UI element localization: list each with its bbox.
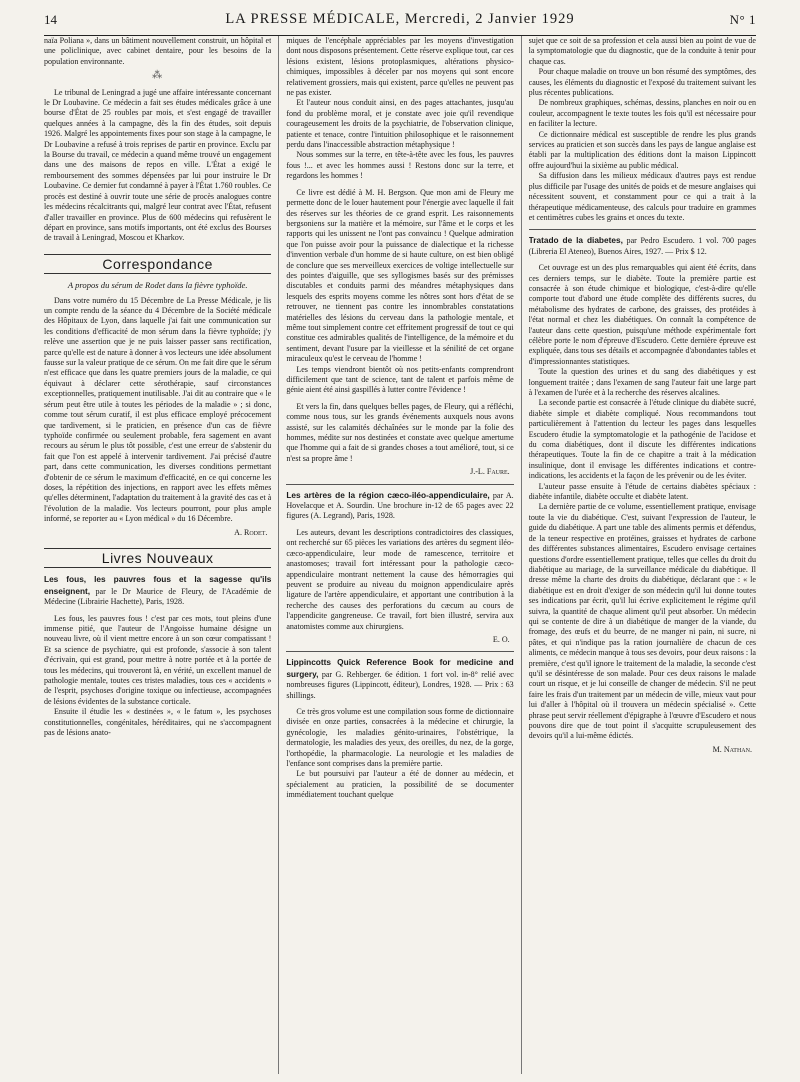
column-rule (278, 36, 279, 1074)
paragraph: Nous sommes sur la terre, en tête-à-tête avec les fous, les pauvres fous !... et avec les hommes aussi ! Restons donc sur la terre, et regardons les hommes ! (286, 150, 514, 181)
column-3 (529, 36, 756, 1074)
journal-title: LA PRESSE MÉDICALE, Mercredi, 2 Janvier 1929 (225, 11, 575, 27)
paragraph: L'auteur passe ensuite à l'étude de certains diabètes spéciaux : diabète infantile, diabète occulte et diabète latent. (528, 481, 756, 502)
paragraph: Toute la question des urines et du sang des diabétiques y est longuement traitée ; dans l'examen de sang l'auteur fait une large part à l'examen de l'urée et à la recherche des réserves alcalines. (528, 367, 756, 397)
paragraph: Les fous, les pauvres fous ! c'est par ces mots, tout pleins d'une immense pitié, que l'auteur de l'Angoisse humaine désigne un nouveau livre, où il vient mettre encore à un son cœur compatissant ! Et sa science de psychiatre, qui est profonde, s'associe à son talent d'écrivain, qui est grand, pour mettre à notre portée et à la portée de tous les médecins, qui trouveront là, en vérité, un excellent manuel de pathologie mentale, toutes ces tristes maladies, tous ces « accidents » de l'esprit, psychoses d'origine toxique ou infectieuse, accompagnées de lésions évidentes de la substance corticale. (44, 613, 272, 706)
paragraph: La seconde partie est consacrée à l'étude clinique du diabète sucré, diabète simple et diabète compliqué. Nous recommandons tout particulièrement à l'attention du lecteur les pages dans lesquelles Escudero étudie la symptomatologie et la pathogénie de l'acidose et du coma diabétiques, dont il discute les différentes indications thérapeutiques. Toute la fin de ce chapitre a trait à la médication insulinique, dont il envisage les différentes indications et contre-indications, les accidents et la façon de les prévenir ou de les éviter. (528, 398, 756, 481)
paragraph: Le but poursuivi par l'auteur a été de donner au médecin, et spécialement au praticien, la possibilité de se documenter immédiatement touchant quelque (286, 769, 514, 800)
book-entry (44, 574, 271, 607)
section-heading-correspondance: Correspondance (44, 254, 271, 274)
book-entry (286, 657, 513, 701)
book-info: par Pedro Escudero. 1 vol. 700 pages (Libreria El Ateneo), Buenos Aires, 1927. — Prix $ 12. (528, 236, 756, 256)
paragraph: Les temps viendront bientôt où nos petits-enfants comprendront difficilement que tant de science, tant de talent et parfois même de génie aient été ainsi gaspillés à lutter contre l'évidence ! (286, 364, 514, 395)
separator (529, 229, 756, 230)
book-title: Les fous, les pauvres fous et la sagesse qu'ils enseignent, (44, 574, 272, 596)
paragraph: Le tribunal de Leningrad a jugé une affaire intéressante concernant le Dr Loubavine. Ce médecin a fait ses études médicales grâce à une bourse d'État de 25 roubles par mois, et s'est engagé de travailler quelques années à la campagne, dès la fin des études, soit depuis 1926. Malgré les appointements fixes pour son stage à la campagne, le Dr Loubavine a refusé à trois reprises de partir en province. Exclu par la Bourse du travail, ce médecin a quand même trouvé un engagement dans une des maisons de repos en ville. L'État a exigé le remboursement des sommes dépensées par lui pour instruire le Dr Loubavine. Ce dernier fut condamné à payer à l'État 1.760 roubles. Ce procès est destiné à ouvrir toute une série de procès analogues contre les médecins récalcitrants qui, malgré leur contrat avec l'État, refusent d'aller travailler en province. Plus de 600 médecins qui refusèrent le départ en province, sans motifs importants, ont été exclus des Bourses de travail à Leningrad, Moscou et Kharkov. (44, 87, 272, 243)
paragraph: Ce livre est dédié à M. H. Bergson. Que mon ami de Fleury me permette donc de le louer hautement pour l'énergie avec laquelle il fait des réserves sur les théories de ce grand esprit. Les raisonnements bergsoniens sur la matière et la mémoire, sur l'âme et le corps et les rapports qui les unissent ne l'ont pas convaincu ! Quelque admiration que l'on puisse avoir pour la puissance de dialectique et la richesse d'invention verbale d'un homme de si haute culture, on est bien obligé de conclure que ses merveilleux exercices de voltige intellectuelle sur des pointes d'aiguille, que ses syllogismes basés sur des prémisses discutables et conduits parmi des méandres métaphysiques dans lesquels des esprits moyens comme les nôtres sont hors d'état de se retrouver, ne tiennent pas contre les innombrables constatations matérielles des lésions du cerveau dans la pathologie mentale, et même tout simplement contre cet effritement progressif de tout ce qui constitue ces admirables qualités de l'intelligence, de la mémoire et du sentiment, devant l'usure par la vieillesse et la sénilité de cet organe miraculeux qu'est le cerveau de l'homme ! (286, 187, 514, 364)
paragraph: Les auteurs, devant les descriptions contradictoires des classiques, ont recherché sur 65 pièces les variations des artères du segment iléo-cæco-appendiculaire, leur mode de ramescence, territoire et anastomoses; travail fort intéressant pour la pathologie cæco-appendiculaire montrant nettement la cause des hémorragies qui peuvent se produire au niveau du moignon appendiculaire après ligature de l'artère appendiculaire, et apportant une contribution à la recherche des causes des perforations du cæcum au cours de l'appendicite gangreneuse. Ce travail, fort bien illustré, servira aux anatomistes comme aux chirurgiens. (286, 527, 514, 631)
signature: E. O. (492, 634, 510, 644)
paragraph: sujet que ce soit de sa profession et cela aussi bien au point de vue de la symptomatologie que du diagnostic, que de la conduite à tenir pour chaque cas. (528, 36, 756, 66)
paragraph: miques de l'encéphale appréciables par les moyens d'investigation dont nous disposons présentement. Cette réserve explique tout, car ces lésions existent, lésions protoplasmiques, altérations physico-chimiques, impossibles à déceler par nos moyens qui sont encore relativement grossiers, mais qui existent, parce qu'elles ne peuvent pas ne pas exister. (286, 36, 514, 98)
paragraph: Pour chaque maladie on trouve un bon résumé des symptômes, des causes, les éléments du diagnostic et l'exposé du traitement suivant les plus récentes publications. (528, 67, 756, 98)
signature: J.-L. Faure. (470, 467, 510, 477)
book-info: par le Dr Maurice de Fleury, de l'Académie de Médecine (Librairie Hachette), Paris, 1928. (44, 586, 272, 607)
paragraph: De nombreux graphiques, schémas, dessins, planches en noir ou en couleur, accompagnent le texte toutes les fois qu'il est nécessaire pour en faciliter la lecture. (528, 98, 756, 129)
signature: A. Rodet. (234, 527, 268, 537)
section-stars: ⁂ (152, 70, 164, 82)
paragraph: Et l'auteur nous conduit ainsi, en des pages attachantes, jusqu'au fond du problème moral, et je constate avec joie qu'il revendique courageusement les droits de la psychiatrie, de l'observation clinique, patiente et tenace, contre l'intuition philosophique et le raisonnement perdu dans l'inaccessible abstraction métaphysique ! (286, 98, 514, 150)
book-entry (286, 490, 513, 522)
signature: M. Nathan. (712, 744, 752, 754)
column-rule (521, 36, 522, 1074)
paragraph: La dernière partie de ce volume, essentiellement pratique, envisage toute la vie du diabétique. C'est, suivant l'expression de l'auteur, le guide du diabétique. A part une table des aliments permis et défendus, de la teneur respective en protéines, graisses et hydrates de carbone des différentes substances alimentaires, Escudero envisage certaines questions d'ordre essentiellement pratique, telles que celles du droit du diabétique au mariage, de la surveillance médicale du diabétique. Il dresse même la charte des droits du diabétique, déclarant que : « le diabétique est en droit d'exiger de son médecin qu'il lui donne toutes ses indications par écrit, qu'il lui écrive explicitement le régime qu'il suivra, la quantité de chaque aliment qu'il peut absorber. Un médecin qui se contente de dire à un diabétique de manger de la viande, du fromage, des œufs et du beurre, de ne manger ni pain, ni sucre, ni pâtes, et qui n'indique pas la ration journalière de chacun de ces aliments, ce médecin manque à tous ses devoirs, pour deux raisons : la première, c'est qu'il ignore le traitement de la maladie, la seconde c'est qu'il se désintéresse de son malade. Pour ces deux raisons le malade court un risque, et je lui conseille de changer de médecin. S'il ne peut faire les frais d'un traitement par un médecin de ville, mieux vaut pour lui d'aller à l'hôpital où il trouvera un médecin spécialisé ». Cette phrase peut servir réellement d'épigraphe à l'œuvre d'Escudero et nous pouvons dire que de tout point il s'acquitte scrupuleusement des devoirs qu'il a lui-même édictés. (528, 502, 756, 741)
paragraph: Ce très gros volume est une compilation sous forme de dictionnaire divisée en onze parties, consacrées à la médecine et chirurgie, la gynécologie, les maladies génito-urinaires, l'obstétrique, la dermatologie, les maladies des yeux, des oreilles, du nez, de la gorge, l'orthopédie, la pharmacologie. La neurologie et les maladies de l'enfance sont comprises dans la première partie. (286, 706, 514, 768)
paragraph: naïa Poliana », dans un bâtiment nouvellement construit, un hôpital et une policlinique, avec cabinet dentaire, pour les besoins de la population environnante. (44, 36, 272, 66)
section-heading-livres: Livres Nouveaux (44, 548, 271, 568)
paragraph: Ensuite il étudie les « destinées », « le fatum », les psychoses constitutionnelles, congénitales, héréditaires, qui ne s'accompagnent pas de lésions anato- (44, 707, 272, 738)
column-1 (44, 36, 271, 1074)
book-info: par G. Rehberger. 6e édition. 1 fort vol. in-8° relié avec nombreuses figures (Lippincott, éditeur), Londres, 1928. — Prix : 63 shillings. (286, 669, 514, 700)
separator (286, 484, 513, 485)
paragraph: Ce dictionnaire médical est susceptible de rendre les plus grands services au praticien et son succès dans les pays de langue anglaise est établi par la multiplication des éditions dont la maison Lippincott offre aujourd'hui la sixième au public médical. (528, 129, 756, 170)
book-entry (529, 235, 756, 257)
column-2 (286, 36, 513, 1074)
book-info: par A. Hovelacque et A. Sourdin. Une brochure in-12 de 65 pages avec 22 figures (A. Legrand), Paris, 1928. (286, 490, 514, 521)
correspondance-subheading: A propos du sérum de Rodet dans la fièvre typhoïde. (67, 280, 248, 291)
columns (44, 36, 756, 1074)
book-title: Tratado de la diabetes, (528, 235, 623, 246)
book-title: Les artères de la région cæco-iléo-appendiculaire, (286, 489, 490, 500)
page-header (44, 8, 756, 36)
book-title: Lippincotts Quick Reference Book for medicine and surgery, (286, 657, 514, 679)
issue-number: N° 1 (729, 12, 756, 27)
separator (286, 651, 513, 652)
paragraph: Cet ouvrage est un des plus remarquables qui aient été écrits, dans ces derniers temps, sur le diabète. Toute la première partie est consacrée à son étude chimique et biologique, c'est-à-dire qu'elle comporte tout d'abord une étude complète des différents sucres, du métabolisme des hydrates de carbone, des graisses, des protéides à l'état normal et chez les diabétiques. On connaît la compétence de l'auteur dans cette question, puisqu'une méthode expérimentale fort célèbre porte le nom d'épreuve d'Escudero. Cette dernière épreuve est expliquée, dans tous ses détails et accompagnée d'abondantes tables et d'impressionnantes statistiques. (528, 263, 756, 366)
paragraph: Et vers la fin, dans quelques belles pages, de Fleury, qui a réfléchi, comme nous tous, sur les grands événements auxquels nous avons assisté, sur les calamités déchaînées sur le monde par la folie des hommes, médite sur nos destinées et constate avec quelque amertume que l'homme qui a fait de si grandes choses a tout amélioré, tout, si ce n'est sa propre âme ! (286, 401, 514, 463)
paragraph: Sa diffusion dans les milieux médicaux d'autres pays est rendue plus difficile par l'usage des unités de poids et de mesure anglaises qui nécessitent souvent, et constamment pour ce qui a trait à la thérapeutique médicamenteuse, des calculs pour traduire en grammes et centimètres cubes les grains et onces du texte. (528, 171, 756, 222)
paragraph: Dans votre numéro du 15 Décembre de La Presse Médicale, je lis un compte rendu de la séance du 4 Décembre de la Société médicale des Hôpitaux de Lyon, dans laquelle j'ai fait une communication sur les conditions d'efficacité de mon sérum dans la fièvre typhoïde; j'y relève une assertion que je ne puis laisser passer sans rectification, parce qu'elle est de nature à donner à vos lecteurs une idée absolument fausse sur la valeur pratique de ce sérum. On me fait dire que le sérum n'est efficace que dans les quatre premiers jours de la maladie, ce qui équivaut à déclarer cette sérothérapie, sauf circonstances exceptionnelles, pratiquement inutilisable. J'ai dit au contraire que « le sérum peut être utile à toutes les périodes de la maladie » ; si donc, comme tout sérum curatif, il est plus efficace employé précocement que tardivement, si le praticien, en présence d'un cas de fièvre typhoïde confirmée ou seulement probable, fera sagement en avant recours au sérum le plus tôt possible, c'est une erreur de s'abstenir du fait que l'on est appelé à intervenir tardivement. J'ai précisé d'autre part, dans cette communication, les diverses conditions permettant d'obtenir de ce sérum le maximum d'efficacité, en ce qui concerne les doses, la répétition des injections, en rapport avec les effets mêmes qu'elles déterminent, l'adaptation du traitement à la gravité des cas et à l'évolution de la maladie. Vos lecteurs pourront, pour plus ample informé, se reporter au « Lyon médical » du 16 Décembre. (44, 295, 272, 524)
page-number: 14 (44, 12, 57, 27)
